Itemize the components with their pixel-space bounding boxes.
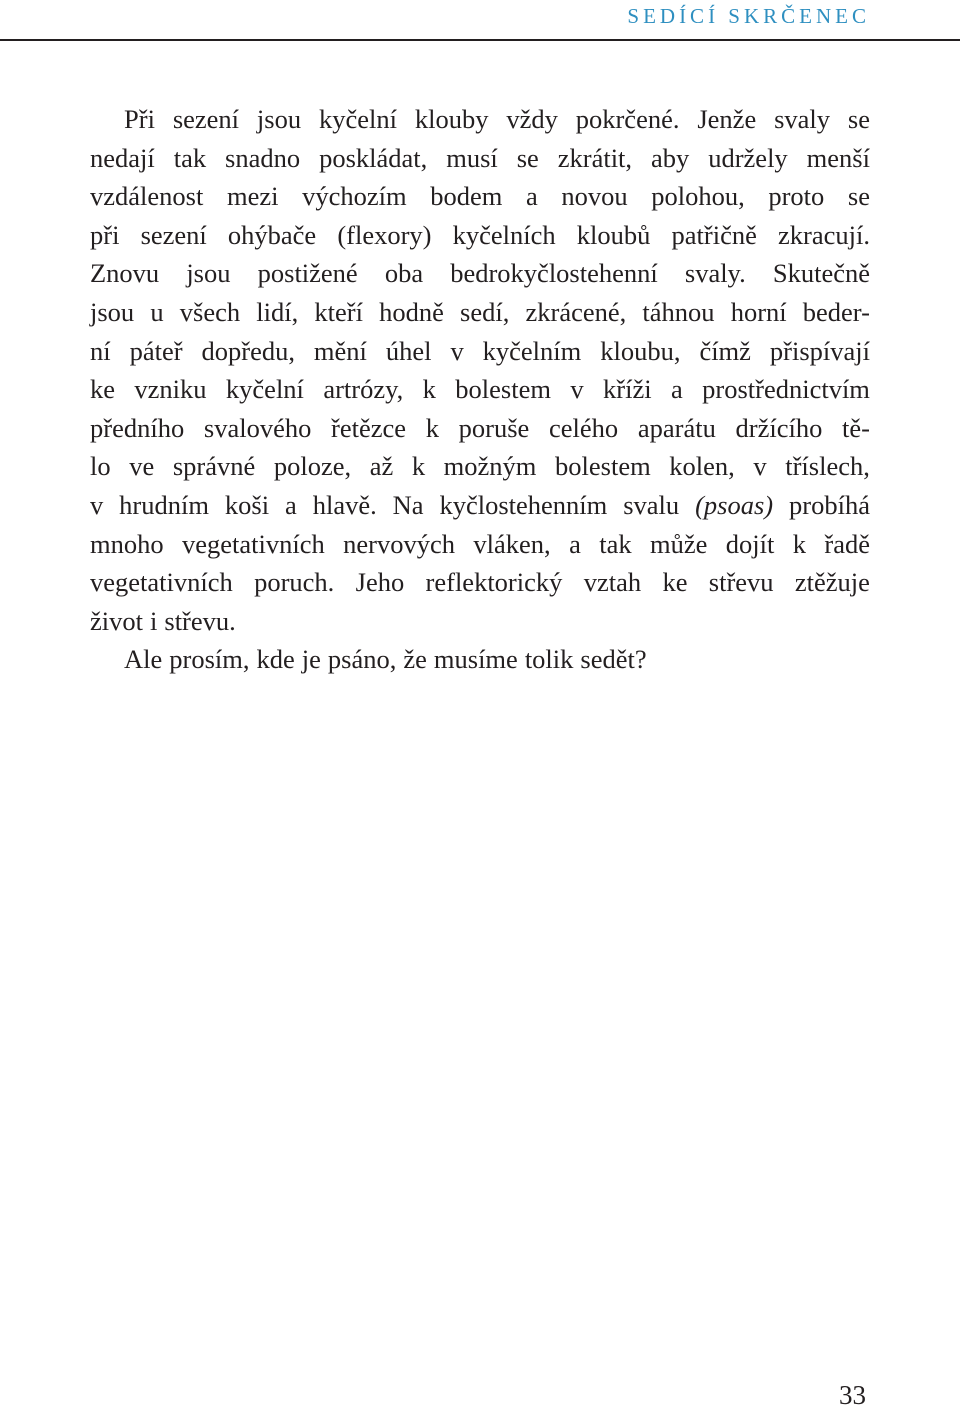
text-line	[90, 100, 870, 139]
text-line	[90, 139, 870, 178]
word: vegetativních	[90, 567, 233, 598]
word: svaly	[774, 104, 831, 134]
word: snadno	[225, 142, 301, 173]
word: (flexory)	[337, 219, 432, 250]
word: držícího	[735, 412, 823, 443]
word: jsou	[256, 104, 302, 134]
word: v	[90, 489, 104, 520]
word: hrudním	[119, 489, 209, 520]
word: přispívají	[769, 335, 870, 366]
word: řetězce	[331, 412, 407, 443]
text-line	[90, 216, 870, 255]
word: lidí,	[256, 296, 299, 327]
word: bolestem	[455, 374, 551, 405]
running-head-title: SEDÍCÍ SKRČENEC	[627, 4, 870, 28]
word: kyčlostehenním	[439, 489, 608, 520]
word: (psoas)	[695, 489, 774, 520]
word: vždy	[506, 104, 558, 134]
header-rule	[0, 39, 960, 41]
word: ní	[90, 335, 111, 366]
text-line	[90, 602, 870, 641]
word: sedí,	[460, 296, 510, 327]
word: prostřednictvím	[702, 374, 870, 405]
text-line	[90, 447, 870, 486]
word: střevu.	[164, 605, 236, 636]
text-line	[90, 254, 870, 293]
word: mezi	[226, 181, 279, 212]
word: koši	[224, 489, 270, 520]
body-text	[90, 100, 870, 679]
word: k	[425, 412, 439, 443]
word: i	[150, 605, 158, 636]
word: ztěžuje	[794, 567, 870, 598]
word: k	[792, 528, 806, 559]
word: je	[301, 644, 321, 675]
word: řadě	[824, 528, 870, 559]
word: musíme	[433, 644, 518, 675]
word: a	[285, 489, 297, 520]
word: Jeho	[355, 567, 405, 598]
word: kříži	[603, 374, 652, 405]
word: novou	[561, 181, 628, 212]
word: vegetativních	[182, 528, 325, 559]
word: psáno,	[327, 644, 397, 675]
word: proto	[768, 181, 825, 212]
word: svaly.	[684, 258, 746, 289]
word: kyčelní	[318, 104, 397, 134]
word: tak	[599, 528, 632, 559]
word: že	[403, 644, 427, 675]
word: v	[753, 451, 767, 482]
text-line	[90, 409, 870, 448]
word: poskládat,	[319, 142, 428, 173]
word: artrózy,	[323, 374, 404, 405]
word: aby	[651, 142, 690, 173]
word: kde	[256, 644, 295, 675]
word: kyčelní	[225, 374, 304, 405]
word: udržely	[708, 142, 788, 173]
word: tříslech,	[785, 451, 870, 482]
word: poloze,	[273, 451, 352, 482]
word: zkrácené,	[525, 296, 627, 327]
word: ve	[129, 451, 155, 482]
word: dojít	[725, 528, 775, 559]
word: táhnou	[642, 296, 715, 327]
word: tak	[173, 142, 207, 173]
word: u	[150, 296, 164, 327]
word: až	[369, 451, 394, 482]
word: bodem	[430, 181, 503, 212]
word: zkrátit,	[557, 142, 633, 173]
word: ohýbače	[227, 219, 317, 250]
word: Skutečně	[772, 258, 870, 289]
word: patřičně	[671, 219, 757, 250]
word: pokrčené.	[575, 104, 680, 134]
word: sezení	[172, 104, 240, 134]
text-line	[90, 563, 870, 602]
word: a	[525, 181, 538, 212]
word: dopředu,	[201, 335, 295, 366]
word: tě-	[842, 412, 870, 443]
word: kyčelních	[452, 219, 556, 250]
word: jsou	[90, 296, 135, 327]
word: střevu	[708, 567, 774, 598]
word: Ale	[124, 644, 163, 675]
word: Na	[392, 489, 424, 520]
page-number: 33	[839, 1380, 866, 1410]
running-header	[0, 0, 960, 44]
text-line	[90, 332, 870, 371]
word: celého	[549, 412, 619, 443]
word: k	[411, 451, 426, 482]
word: ke	[662, 567, 688, 598]
word: mění	[313, 335, 367, 366]
word: předního	[90, 412, 185, 443]
word: kolen,	[669, 451, 735, 482]
word: čímž	[699, 335, 751, 366]
word: klouby	[414, 104, 489, 134]
word: postižené	[257, 258, 358, 289]
word: lo	[90, 451, 111, 482]
word: tolik	[524, 644, 574, 675]
word: kyčelním	[482, 335, 582, 366]
word: reflektorický	[425, 567, 563, 598]
word: oba	[384, 258, 424, 289]
word: možným	[443, 451, 537, 482]
text-line	[90, 486, 870, 525]
word: polohou,	[651, 181, 745, 212]
word: se	[847, 104, 870, 134]
text-line	[90, 370, 870, 409]
word: menší	[806, 142, 870, 173]
word: ke	[90, 374, 116, 405]
word: svalového	[203, 412, 312, 443]
word: se	[516, 142, 539, 173]
word: sedět?	[580, 644, 647, 675]
word: bedrokyčlostehenní	[450, 258, 658, 289]
word: vláken,	[473, 528, 551, 559]
text-line	[90, 640, 870, 679]
text-line	[90, 293, 870, 332]
word: výchozím	[302, 181, 407, 212]
word: může	[649, 528, 708, 559]
word: jsou	[186, 258, 231, 289]
word: Jenže	[697, 104, 757, 134]
word: poruch.	[254, 567, 335, 598]
word: v	[570, 374, 584, 405]
word: vztah	[583, 567, 642, 598]
word: mnoho	[90, 528, 164, 559]
word: a	[569, 528, 581, 559]
word: aparátu	[637, 412, 716, 443]
word: vzniku	[134, 374, 207, 405]
word: kloubu,	[600, 335, 681, 366]
word: hlavě.	[312, 489, 377, 520]
word: úhel	[385, 335, 432, 366]
word: všech	[179, 296, 241, 327]
word: svalu	[623, 489, 680, 520]
word: páteř	[129, 335, 183, 366]
word: kteří	[314, 296, 363, 327]
word: život	[90, 605, 143, 636]
word: nervových	[343, 528, 456, 559]
word: Znovu	[90, 258, 160, 289]
word: prosím,	[169, 644, 250, 675]
word: v	[450, 335, 464, 366]
text-line	[90, 525, 870, 564]
word: kloubů	[576, 219, 651, 250]
word: bolestem	[555, 451, 651, 482]
word: správné	[172, 451, 256, 482]
word: se	[847, 181, 870, 212]
word: probíhá	[789, 489, 870, 520]
word: hodně	[379, 296, 444, 327]
word: zkracují.	[778, 219, 870, 250]
word: sezení	[140, 219, 207, 250]
word: nedají	[90, 142, 155, 173]
word: k	[422, 374, 436, 405]
word: musí	[446, 142, 498, 173]
word: poruše	[458, 412, 530, 443]
word: Při	[124, 104, 155, 134]
text-line	[90, 177, 870, 216]
word: vzdálenost	[90, 181, 204, 212]
word: a	[670, 374, 683, 405]
word: horní	[730, 296, 787, 327]
word: beder-	[802, 296, 870, 327]
word: při	[90, 219, 120, 250]
